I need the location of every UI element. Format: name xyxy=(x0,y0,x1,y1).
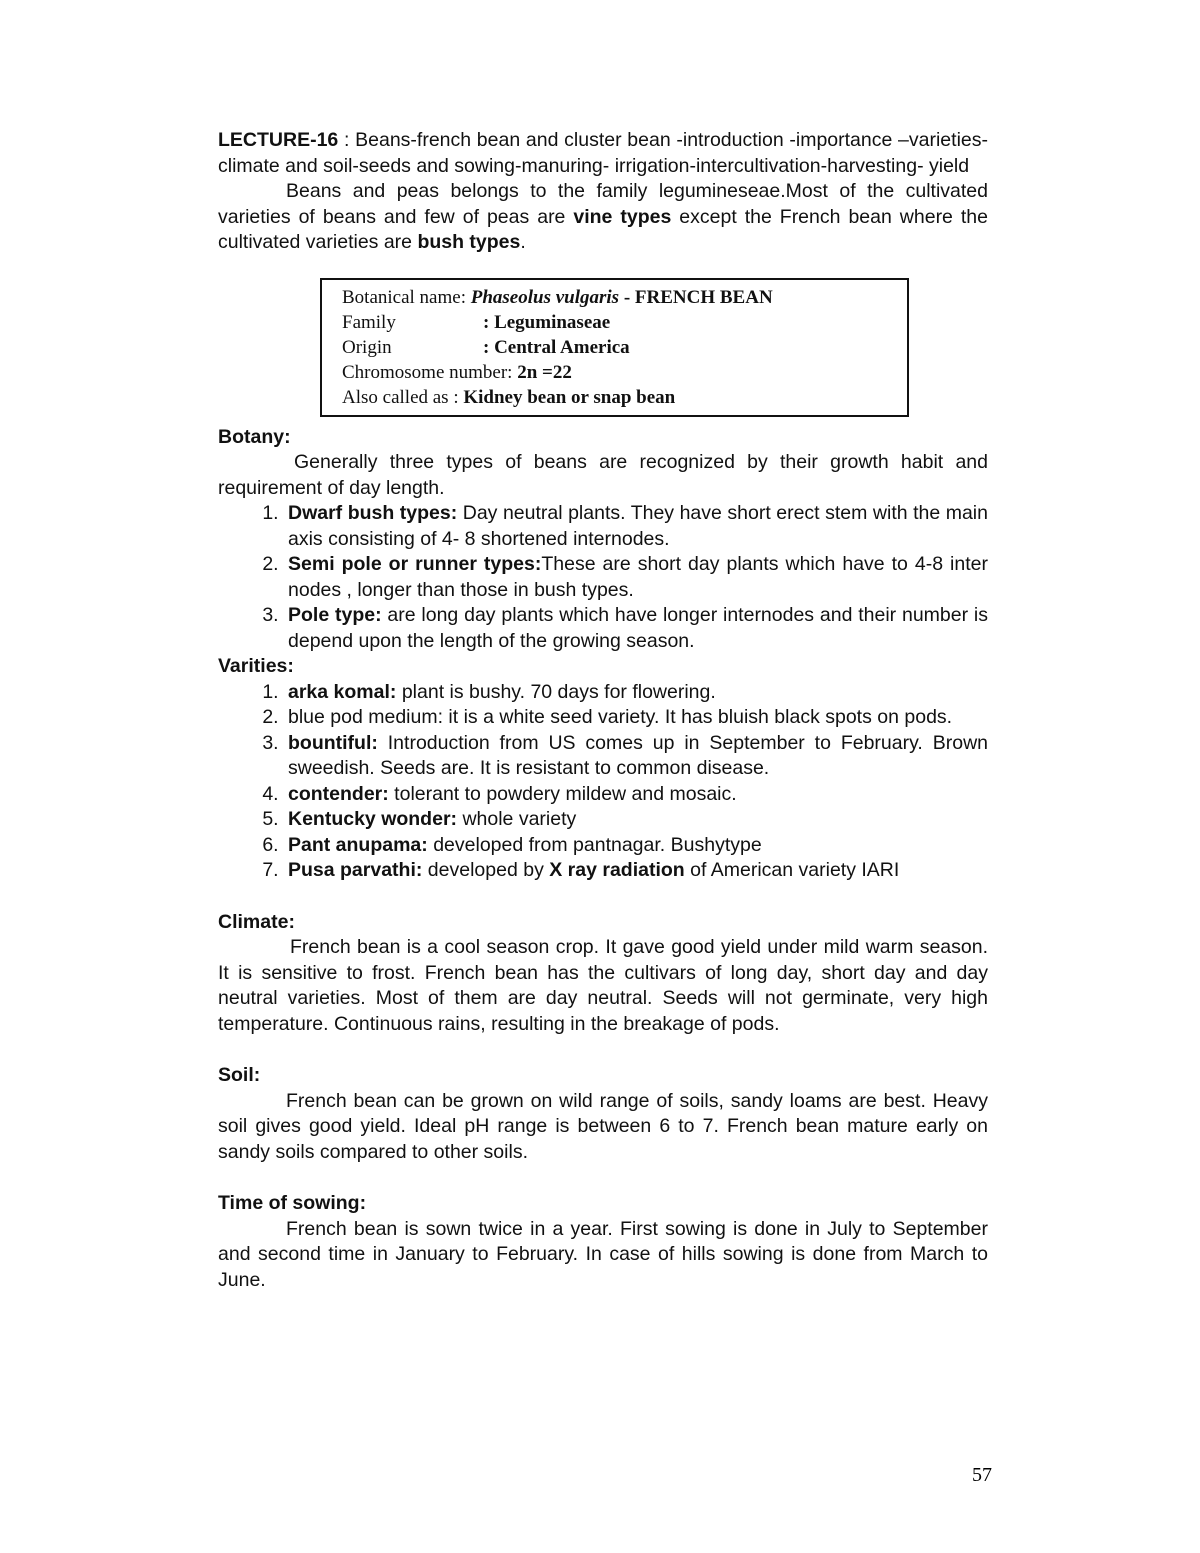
list-item: 3. Pole type: are long day plants which have longer internodes and their number is depend upon the length of the growing season. xyxy=(284,603,988,654)
list-item: 3. bountiful: Introduction from US comes up in September to February. Brown sweedish. Seeds are. It is resistant to common disease. xyxy=(284,731,988,782)
varieties-heading: Varities: xyxy=(218,655,294,677)
botanical-name-row: Botanical name: Phaseolus vulgaris - FRENCH BEAN xyxy=(342,286,773,308)
botanical-info-box xyxy=(320,278,909,417)
sowing-heading: Time of sowing: xyxy=(218,1192,367,1214)
lecture-title: LECTURE-16 : Beans-french bean and cluster bean -introduction -importance –varieties-climate and soil-seeds and sowing-manuring- irrigation-intercultivation-harvesting- yield xyxy=(218,129,988,177)
section-gap xyxy=(218,884,988,910)
lecture-label: LECTURE-16 xyxy=(218,129,339,151)
list-item: 2. Semi pole or runner types:These are short day plants which have to 4-8 inter nodes , longer than those in bush types. xyxy=(284,552,988,603)
climate-heading: Climate: xyxy=(218,910,295,933)
climate-paragraph: French bean is a cool season crop. It gave good yield under mild warm season. It is sensitive to frost. French bean has the cultivars of long day, short day and day neutral varieties. Most of them are day neutral. Seeds will not germinate, very high temperature. Continuous rains, resulting in the breakage of pods. xyxy=(218,936,988,1035)
varieties-list xyxy=(218,680,988,884)
sowing-paragraph: French bean is sown twice in a year. First sowing is done in July to September and second time in January to February. In case of hills sowing is done from March to June. xyxy=(218,1217,988,1291)
botany-heading: Botany: xyxy=(218,425,291,448)
chromosome-row: Chromosome number: 2n =22 xyxy=(342,361,572,383)
soil-heading: Soil: xyxy=(218,1064,261,1086)
list-item: 6. Pant anupama: developed from pantnagar. Bushytype xyxy=(284,833,988,859)
list-item: 5. Kentucky wonder: whole variety xyxy=(284,807,988,833)
list-item: 1. Dwarf bush types: Day neutral plants. They have short erect stem with the main axis consisting of 4- 8 shortened internodes. xyxy=(284,501,988,552)
document-page xyxy=(218,128,988,1293)
list-item: 1. arka komal: plant is bushy. 70 days for flowering. xyxy=(284,680,988,706)
origin-row: Origin : Central America xyxy=(342,336,630,358)
list-item: 2. blue pod medium: it is a white seed variety. It has bluish black spots on pods. xyxy=(284,705,988,731)
page-number: 57 xyxy=(972,1464,992,1486)
lecture-topic: Beans-french bean and cluster bean -introduction -importance –varieties-climate and soil-seeds and sowing-manuring- irrigation-intercultivation-harvesting- yield xyxy=(218,129,988,177)
section-gap xyxy=(218,1037,988,1063)
also-called-row: Also called as : Kidney bean or snap bean xyxy=(342,386,676,408)
family-row: Family : Leguminaseae xyxy=(342,311,611,333)
scientific-name: Phaseolus vulgaris xyxy=(470,286,620,308)
intro-paragraph: Beans and peas belongs to the family leguminesеae.Most of the cultivated varieties of beans and few of peas are vine types except the French bean where the cultivated varieties are bush types. xyxy=(218,180,988,253)
botany-list xyxy=(218,501,988,654)
list-item: 4. contender: tolerant to powdery mildew and mosaic. xyxy=(284,782,988,808)
botany-intro: Generally three types of beans are recognized by their growth habit and requirement of day length. xyxy=(218,451,988,499)
soil-paragraph: French bean can be grown on wild range of soils, sandy loams are best. Heavy soil gives good yield. Ideal pH range is between 6 to 7. French bean mature early on sandy soils compared to other soils. xyxy=(218,1089,988,1163)
section-gap xyxy=(218,1165,988,1191)
list-item: 7. Pusa parvathi: developed by X ray radiation of American variety IARI xyxy=(284,858,988,884)
